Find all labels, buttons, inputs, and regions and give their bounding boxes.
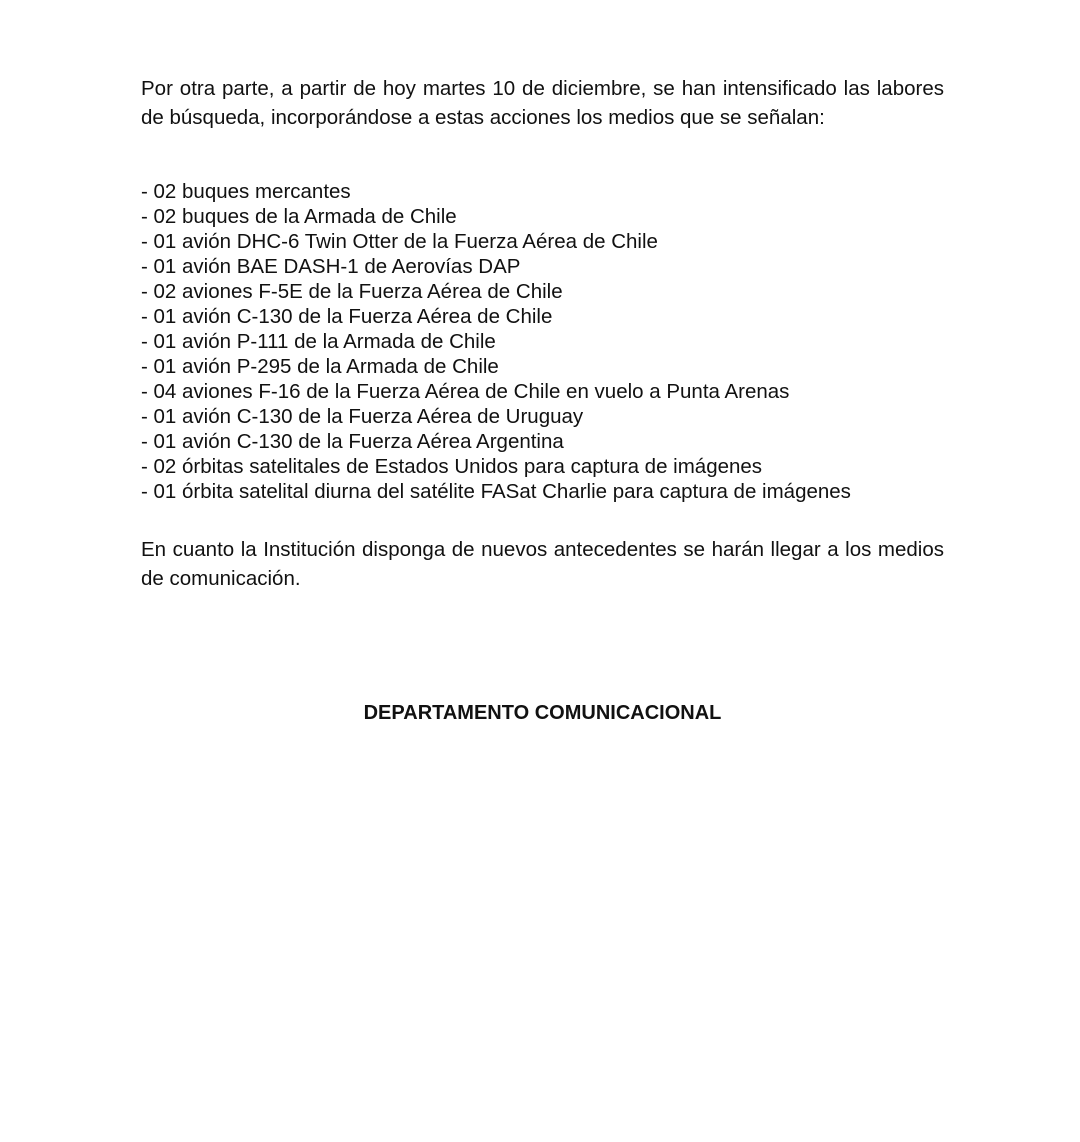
list-item: - 01 avión P-295 de la Armada de Chile bbox=[141, 355, 499, 378]
list-item: - 02 aviones F-5E de la Fuerza Aérea de Chile bbox=[141, 280, 563, 303]
list-item: - 01 avión C-130 de la Fuerza Aérea de Uruguay bbox=[141, 405, 584, 428]
list-item: - 01 órbita satelital diurna del satélite FASat Charlie para captura de imágenes bbox=[141, 480, 851, 503]
list-item: - 01 avión BAE DASH-1 de Aerovías DAP bbox=[141, 255, 521, 278]
list-item: - 01 avión DHC-6 Twin Otter de la Fuerza Aérea de Chile bbox=[141, 230, 658, 253]
closing-paragraph: En cuanto la Institución disponga de nuevos antecedentes se harán llegar a los medios de comunicación. bbox=[141, 538, 944, 590]
signature-department: DEPARTAMENTO COMUNICACIONAL bbox=[363, 702, 722, 724]
list-item: - 01 avión C-130 de la Fuerza Aérea de Chile bbox=[141, 305, 553, 328]
list-item: - 02 órbitas satelitales de Estados Unidos para captura de imágenes bbox=[141, 455, 763, 478]
list-item: - 01 avión C-130 de la Fuerza Aérea Argentina bbox=[141, 430, 564, 453]
resources-list bbox=[141, 179, 961, 504]
list-item: - 04 aviones F-16 de la Fuerza Aérea de Chile en vuelo a Punta Arenas bbox=[141, 380, 790, 403]
list-item: - 01 avión P-111 de la Armada de Chile bbox=[141, 330, 496, 353]
intro-paragraph: Por otra parte, a partir de hoy martes 10 de diciembre, se han intensificado las labores de búsqueda, incorporándose a estas acciones los medios que se señalan: bbox=[141, 77, 944, 129]
list-item: - 02 buques mercantes bbox=[141, 180, 351, 203]
list-item: - 02 buques de la Armada de Chile bbox=[141, 205, 457, 228]
